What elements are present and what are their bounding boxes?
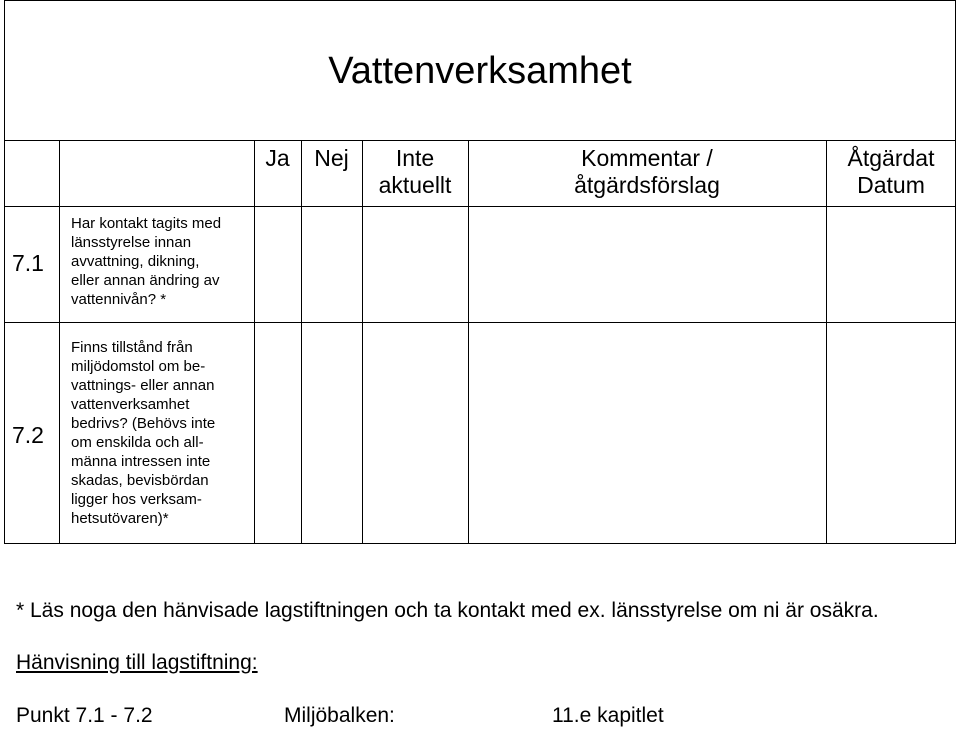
col-divider-question	[254, 140, 255, 544]
row-question-72: Finns tillstånd från miljödomstol om be- vattnings- eller annan vattenverksamhet bedrivs? (Behövs inte om enskilda och all- männa intressen inte skadas, bevisbördan ligger hos verksam- hetsutövaren)*	[71, 339, 216, 527]
col-divider-ja	[301, 140, 302, 544]
col-divider-inte	[468, 140, 469, 544]
reference-heading: Hänvisning till lagstiftning:	[16, 651, 258, 674]
header-atgardat-datum: Åtgärdat Datum	[847, 145, 935, 198]
col-divider-number	[59, 140, 60, 544]
row-number-72: 7.2	[12, 422, 44, 448]
header-kommentar: Kommentar / åtgärdsförslag	[574, 145, 720, 198]
title-row-divider	[4, 140, 956, 141]
header-nej: Nej	[314, 145, 349, 171]
header-inte-aktuellt: Inte aktuellt	[378, 145, 452, 198]
header-ja: Ja	[265, 145, 290, 171]
page-title: Vattenverksamhet	[328, 50, 632, 92]
row-divider-71	[4, 322, 956, 323]
table-border-top	[4, 0, 956, 1]
row-number-71: 7.1	[12, 250, 44, 276]
reference-law: Miljöbalken:	[284, 704, 395, 727]
header-row-divider	[4, 206, 956, 207]
table-border-left	[4, 0, 5, 544]
col-divider-kommentar	[826, 140, 827, 544]
reference-punkt: Punkt 7.1 - 7.2	[16, 704, 153, 727]
row-question-71: Har kontakt tagits med länsstyrelse innan avvattning, dikning, eller annan ändring av vattennivån? *	[71, 215, 222, 308]
footnote-text: * Läs noga den hänvisade lagstiftningen och ta kontakt med ex. länsstyrelse om ni är osäkra.	[16, 599, 879, 622]
table-border-right	[955, 0, 956, 544]
table-border-bottom	[4, 543, 956, 544]
reference-chapter: 11.e kapitlet	[552, 704, 664, 727]
col-divider-nej	[362, 140, 363, 544]
